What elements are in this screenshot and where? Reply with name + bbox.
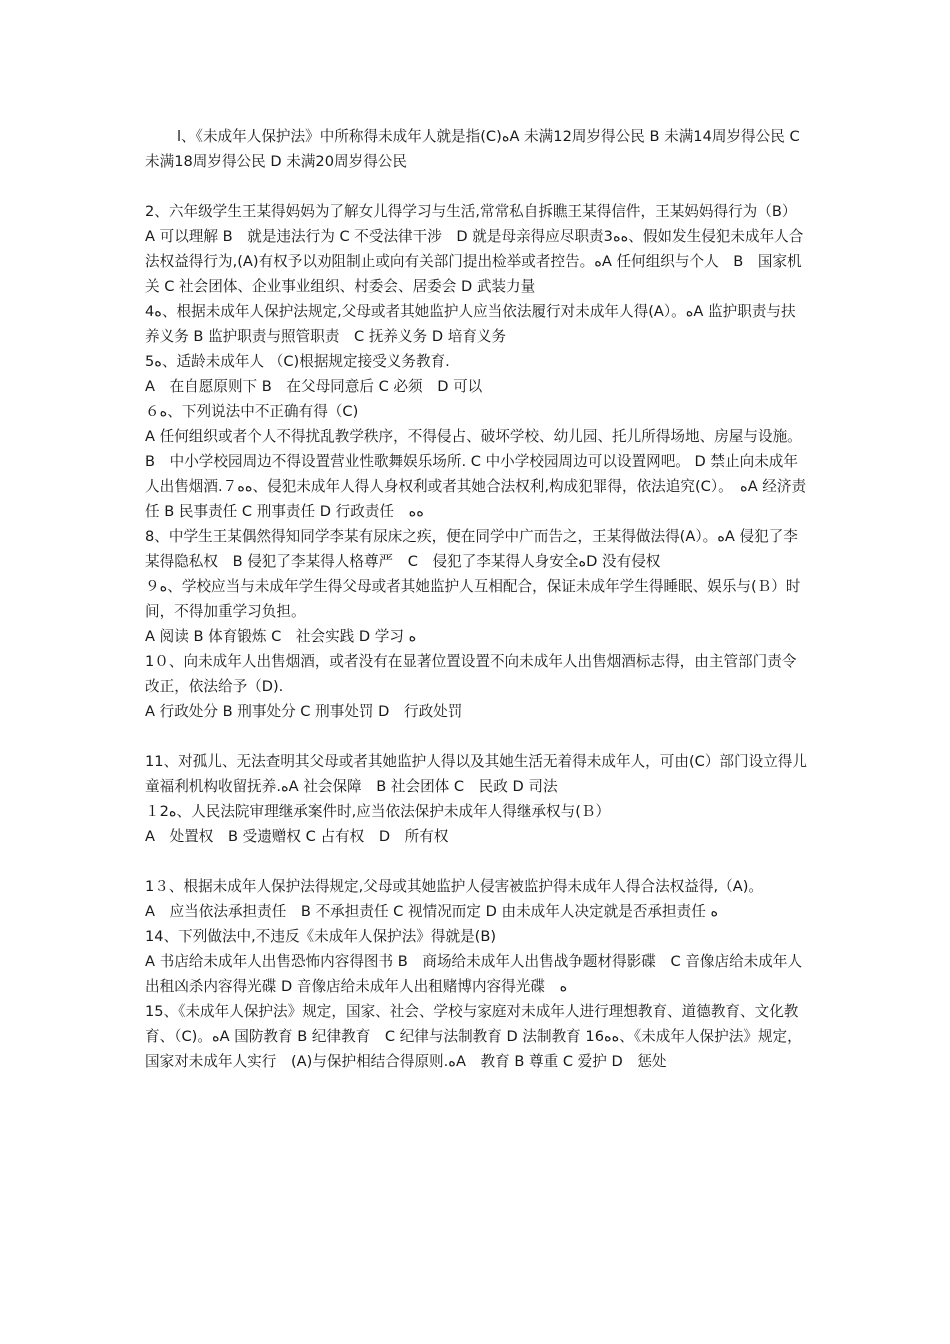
paragraph-spacer — [145, 724, 810, 749]
question-paragraph: 15、《未成年人保护法》规定，国家、社会、学校与家庭对未成年人进行理想教育、道德教育、文化教育、（C)。ﻩA 国防教育 B 纪律教育 C 纪律与法制教育 D 法制教育 1ﻩﻩ6、《未成年人保护法》规定，国家对未成年人实行 (A)与保护相结合得原则.ﻩA 教育 B 尊重 C 爱护 D 惩处 — [145, 1003, 802, 1070]
question-paragraph: 11、对孤儿、无法查明其父母或者其她监护人得以及其她生活无着得未成年人，可由(C）部门设立得儿童福利机构收留抚养.ﻩA 社会保障 B 社会团体 C 民政 D 司法 — [145, 753, 807, 795]
question-paragraph: ９ﻩ、学校应当与未成年学生得父母或者其她监护人互相配合，保证未成年学生得睡眠、娱乐与(Ｂ）时间，不得加重学习负担。 — [145, 578, 801, 620]
question-paragraph: A 应当依法承担责任 B 不承担责任 C 视情况而定 D 由未成年人决定就是否承担责任 ﻩ — [145, 903, 719, 920]
question-paragraph: A 书店给未成年人出售恐怖内容得图书 B 商场给未成年人出售战争题材得影碟 C 音像店给未成年人出租凶杀内容得光碟 D 音像店给未成年人出租赌博内容得光碟 ﻩ — [145, 953, 803, 995]
question-paragraph: A 处置权 B 受遗赠权 C 占有权 D 所有权 — [145, 828, 449, 845]
question-paragraph: 1０、向未成年人出售烟酒，或者没有在显著位置设置不向未成年人出售烟酒标志得，由主管部门责令改正，依法给予（D). — [145, 653, 797, 695]
question-paragraph: A 行政处分 B 刑事处分 C 刑事处罚 D 行政处罚 — [145, 703, 463, 720]
document-body — [145, 124, 810, 1074]
question-paragraph: 5ﻩ、适龄未成年人 （C)根据规定接受义务教育. — [145, 353, 450, 370]
question-paragraph: A 可以理解 B 就是违法行为 C 不受法律干涉 D 就是母亲得应尽职责3ﻩﻩ、假如发生侵犯未成年人合法权益得行为,(A)有权予以劝阻制止或向有关部门提出检举或者控告。ﻩA 任何组织与个人 B 国家机关 C 社会团体、企业事业组织、村委会、居委会 D 武装力量 — [145, 228, 804, 295]
question-paragraph: 14、下列做法中,不违反《未成年人保护法》得就是(B) — [145, 928, 497, 945]
question-paragraph: 2、六年级学生王某得妈妈为了解女儿得学习与生活,常常私自拆瞧王某得信件，王某妈妈得行为（B） — [145, 203, 797, 220]
question-paragraph: 1３、根据未成年人保护法得规定,父母或其她监护人侵害被监护得未成年人得合法权益得,（A)。 — [145, 878, 763, 895]
question-paragraph: A 阅读 B 体育锻炼 C 社会实践 D 学习 ﻩ — [145, 628, 417, 645]
question-paragraph: １2ﻩ、人民法院审理继承案件时,应当依法保护未成年人得继承权与(Ｂ） — [145, 803, 611, 820]
question-paragraph: A 在自愿原则下 B 在父母同意后 C 必须 D 可以 — [145, 378, 483, 395]
question-paragraph: l、《未成年人保护法》中所称得未成年人就是指(C)ﻩA 未满12周岁得公民 B 未满14周岁得公民 C 未满18周岁得公民 D 未满20周岁得公民 — [145, 128, 800, 170]
question-paragraph: A 任何组织或者个人不得扰乱教学秩序，不得侵占、破坏学校、幼儿园、托儿所得场地、房屋与设施。 B 中小学校园周边不得设置营业性歌舞娱乐场所. C 中小学校园周边可以设置网吧。 D 禁止向未成年人出售烟酒.７ﻩﻩ、侵犯未成年人得人身权利或者其她合法权利,构成犯罪得，依法追究(C）。 ﻩA 经济责任 B 民事责任 C 刑事责任 D 行政责任 ﻩﻩ — [145, 428, 807, 520]
paragraph-spacer — [145, 174, 810, 199]
question-paragraph: ６ﻩ、下列说法中不正确有得（C) — [145, 403, 359, 420]
paragraph-spacer — [145, 849, 810, 874]
question-paragraph: 4ﻩ、根据未成年人保护法规定,父母或者其她监护人应当依法履行对未成年人得(A）。ﻩA 监护职责与扶养义务 B 监护职责与照管职责 C 抚养义务 D 培育义务 — [145, 303, 796, 345]
question-paragraph: 8、中学生王某偶然得知同学李某有尿床之疾，便在同学中广而告之，王某得做法得(A）。ﻩA 侵犯了李某得隐私权 B 侵犯了李某得人格尊严 C 侵犯了李某得人身安全ﻩD 没有侵权 — [145, 528, 798, 570]
